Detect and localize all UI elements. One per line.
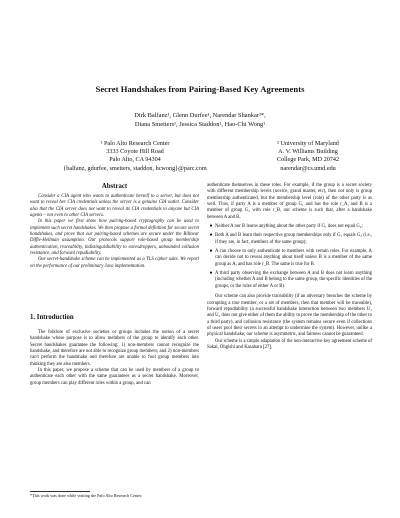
footnote-rule: [30, 491, 90, 492]
body-paragraph: Our scheme can also provide traceability (if an adversary breaches the scheme by corrupting a true member, or a set of members, then that member will be traceable), forward repudiability (a successful handshake interaction between two members U₁ and U₂ does not give either of them the ability to prove the membership of the other to a third party), and collusion resistance (the system remains secure even if collections of users pool their secrets in an attempt to undermine the system). However, unlike a physical handshake, our scheme is asymmetric, and fairness cannot be guaranteed.: [207, 294, 372, 338]
affiliation-left-line: ¹ Palo Alto Research Center: [100, 140, 170, 147]
affiliation-right-line: A. V. Williams Building: [278, 148, 338, 156]
bullet-item: [207, 233, 372, 246]
abstract-paragraph: In this paper we first show how pairing-based cryptography can be used to implement such secret handshakes. We then propose a formal definition for secure secret handshakes, and prove that our pairing-based schemes are secure under the Bilinear Diffie-Hellman assumption. Our protocols support role-based group membership authentication, traceability, indistinguishability to eavesdroppers, unbounded collusion resistance, and forward repudiability.: [30, 219, 199, 257]
section-heading: 1. Introduction: [30, 314, 74, 321]
footnote: *This work was done while visiting the Palo Alto Research Center.: [30, 493, 143, 498]
affiliation-right-line: ² University of Maryland: [277, 140, 339, 147]
bullet-item: [207, 224, 372, 230]
bullet-text: A third party observing the exchange between A and B does not learn anything (including whether A and B belong to the same group, the specific identities of the groups, or the roles of either A or B).: [215, 271, 372, 289]
abstract-heading: Abstract: [101, 183, 128, 190]
affiliation-right: [248, 140, 368, 173]
affiliation-right-email: narendar@cs.umd.edu: [280, 164, 336, 172]
bullet-text: Neither A nor B learns anything about the other party if G₁ does not equal G₂;: [215, 224, 363, 230]
affiliation-left-line: 3333 Coyote Hill Road: [106, 148, 164, 156]
affiliation-left-line: Palo Alto, CA 94304: [109, 156, 161, 164]
intro-body: [30, 330, 199, 387]
paper-title: Secret Handshakes from Pairing-Based Key Agreements: [95, 84, 305, 94]
affiliation-left-email: {balfanz, gdurfee, smetters, staddon, hcwong}@parc.com: [63, 164, 207, 172]
bullet-icon: ●: [209, 249, 213, 255]
abstract-paragraph: Consider a CIA agent who wants to authenticate herself to a server, but does not want to reveal her CIA credentials unless the server is a genuine CIA outlet. Consider also that the CIA server does not want to reveal its CIA credentials to anyone but CIA agents – not even to other CIA servers.: [30, 194, 199, 219]
right-column: [207, 183, 372, 351]
bullet-item: [207, 271, 372, 290]
bullet-icon: ●: [209, 224, 213, 230]
intro-paragraph: In this paper, we propose a scheme that can be used by members of a group to authenticate each other with the same guarantees as a secret handshake. Moreover, group members can play different roles within a group, and can: [30, 368, 199, 386]
bullet-icon: ●: [209, 271, 213, 277]
affiliation-right-line: College Park, MD 20742: [276, 156, 340, 164]
bullet-text: A can choose to only authenticate to members with certain roles. For example, A can decide not to reveal anything about itself unless B is a member of the same group as A, and has role r_B. The same is true for B.: [215, 249, 372, 267]
affiliation-left: [55, 140, 215, 173]
authors-line-2: Diana Smetters¹, Jessica Staddon¹, Hao-Chi Wong¹: [134, 121, 266, 128]
authors-line-1: Dirk Balfanz¹, Glenn Durfee¹, Narendar Shankar²*,: [134, 112, 266, 119]
bullet-item: [207, 249, 372, 268]
intro-paragraph: The folklore of exclusive societies or groups includes the notion of a secret handshake whose purpose is to allow members of the group to identify each other. Secret handshakes guarantee the following: 1) non-members cannot recognize the handshake, and therefore are not able to recognize group members; and 2) non-members can't perform the handshake and therefore are unable to fool group members into thinking they are also members.: [30, 330, 199, 367]
body-paragraph: Our scheme is a simple adaptation of the non-interactive key agreement scheme of Sakai, Ohgishi and Kasahara [27],: [207, 338, 372, 350]
abstract-paragraph: Our secret-handshake scheme can be implemented as a TLS cipher suite. We report on the performance of our preliminary Java implementation.: [30, 257, 199, 269]
abstract-body: [30, 194, 199, 270]
body-paragraph: authenticate themselves in these roles. For example, if the group is a secret society with different membership levels (novice, grand master, etc), then not only is group membership authenticated, but the membership level (role) of the other party is as well. Thus, if party A is a member of group G₁ and has the role r_A, and B is a member of group G₂ with role r_B, our scheme is such that, after a handshake between A and B,: [207, 183, 372, 220]
bullet-text: Both A and B learn their respective group memberships only if G₁ equals G₂ (i.e., if they are, in fact, members of the same group);: [215, 233, 372, 245]
bullet-icon: ●: [209, 233, 213, 239]
